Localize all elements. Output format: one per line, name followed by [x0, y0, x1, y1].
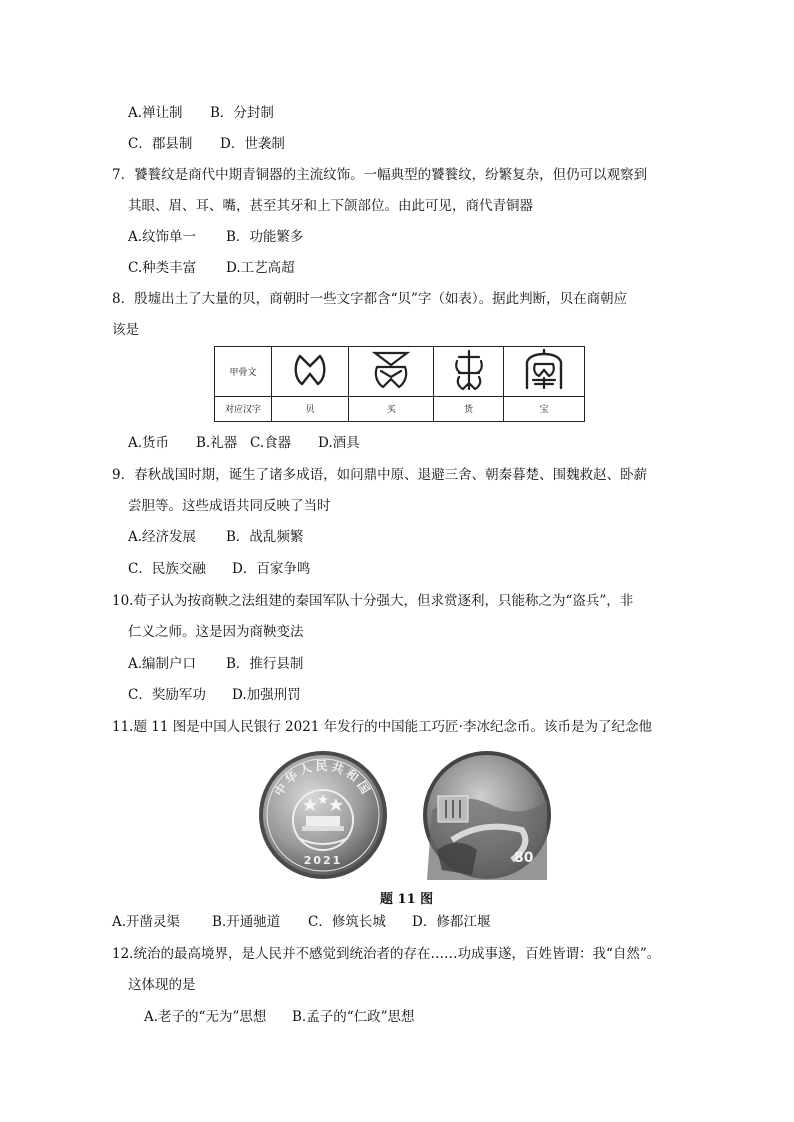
- q11-option-d: D．修都江堰: [412, 914, 491, 930]
- table-row-header: 甲骨文: [215, 347, 272, 397]
- table-row-header: 对应汉字: [215, 396, 272, 421]
- q11-option-b: B.开通驰道: [212, 914, 281, 930]
- q12-options-row: [144, 1008, 415, 1026]
- q11-option-c: C．修筑长城: [308, 914, 386, 930]
- q7-option-c: C.种类丰富: [128, 260, 197, 276]
- table-cell-char: 宝: [503, 396, 584, 421]
- q7-options-row2: [128, 259, 295, 277]
- table-cell-char: 贝: [272, 396, 349, 421]
- q8-option-d: D.酒具: [318, 435, 360, 451]
- table-cell-char: 货: [434, 396, 504, 421]
- q8-options-row: [128, 434, 360, 452]
- q10-option-d: D.加强刑罚: [232, 687, 301, 703]
- q11-option-a: A.开凿灵渠: [112, 914, 181, 930]
- q12-option-b: B.孟子的“仁政”思想: [292, 1009, 415, 1025]
- coin-face-value: 80: [514, 850, 534, 866]
- q10-option-b: B．推行县制: [226, 656, 304, 672]
- q6-option-d: D．世袭制: [220, 136, 285, 152]
- q9-option-d: D．百家争鸣: [232, 561, 311, 577]
- q8-option-b: B.礼器: [196, 435, 238, 451]
- coin-reverse-image: [422, 750, 552, 880]
- q9-option-c: C．民族交融: [128, 561, 206, 577]
- q8-option-c: C.食器: [250, 435, 292, 451]
- q7-stem-line1: 7．饕餮纹是商代中期青铜器的主流纹饰。一幅典型的饕餮纹，纷繁复杂，但仍可以观察到: [112, 167, 648, 183]
- q10-stem-line2: 仁义之师。这是因为商鞅变法: [128, 624, 304, 640]
- coin-year: 2021: [303, 854, 343, 867]
- q12-stem-line2: 这体现的是: [128, 977, 196, 993]
- q6-options-row1: [128, 104, 274, 122]
- q11-stem-line1: 11.题 11 图是中国人民银行 2021 年发行的中国能工巧匠·李冰纪念币。该币是为了纪念他: [112, 719, 652, 735]
- q7-options-row1: [128, 228, 303, 246]
- q10-options-row2: [128, 686, 301, 704]
- q7-stem-line2: 其眼、眉、耳、嘴，甚至其牙和上下颌部位。由此可见，商代青铜器: [128, 198, 533, 214]
- q6-options-row2: [128, 135, 285, 153]
- q6-option-c: C．郡县制: [128, 136, 193, 152]
- q12-option-a: A.老子的“无为”思想: [144, 1009, 267, 1025]
- q9-option-a: A.经济发展: [128, 529, 197, 545]
- figure-caption: 题 11 图: [380, 892, 434, 907]
- coin-obverse-image: [258, 750, 388, 880]
- q10-option-c: C．奖励军功: [128, 687, 206, 703]
- q10-stem-line1: 10.荀子认为按商鞅之法组建的秦国军队十分强大，但求赏逐利，只能称之为“盗兵”，非: [112, 593, 634, 609]
- q11-options-row: [112, 913, 490, 931]
- oracle-bone-table: [214, 346, 585, 422]
- q10-option-a: A.编制户口: [128, 656, 197, 672]
- q6-option-a: A.禅让制: [128, 105, 183, 121]
- oracle-glyph-huo: [434, 347, 504, 397]
- q9-options-row1: [128, 528, 303, 546]
- q7-option-d: D.工艺高超: [226, 260, 295, 276]
- q9-option-b: B．战乱频繁: [226, 529, 304, 545]
- q7-option-b: B．功能繁多: [226, 229, 304, 245]
- oracle-glyph-bei: [272, 347, 349, 397]
- coin-rim-text: 中华人民共和国: [271, 759, 375, 799]
- q9-stem-line1: 9．春秋战国时期，诞生了诸多成语，如问鼎中原、退避三舍、朝秦暮楚、围魏救赵、卧薪: [112, 467, 648, 483]
- oracle-glyph-mai: [349, 347, 434, 397]
- q10-options-row1: [128, 655, 303, 673]
- q12-stem-line1: 12.统治的最高境界，是人民并不感觉到统治者的存在……功成事遂，百姓皆谓：我“自然”。: [112, 946, 661, 962]
- table-cell-char: 买: [349, 396, 434, 421]
- q7-option-a: A.纹饰单一: [128, 229, 197, 245]
- q6-option-b: B．分封制: [210, 105, 274, 121]
- q8-stem-line1: 8．殷墟出土了大量的贝，商朝时一些文字都含“贝”字（如表）。据此判断，贝在商朝应: [112, 291, 628, 307]
- oracle-glyph-bao: [503, 347, 584, 397]
- q9-stem-line2: 尝胆等。这些成语共同反映了当时: [128, 498, 331, 514]
- q8-stem-line2: 该是: [112, 322, 139, 338]
- q8-option-a: A.货币: [128, 435, 170, 451]
- q9-options-row2: [128, 560, 310, 578]
